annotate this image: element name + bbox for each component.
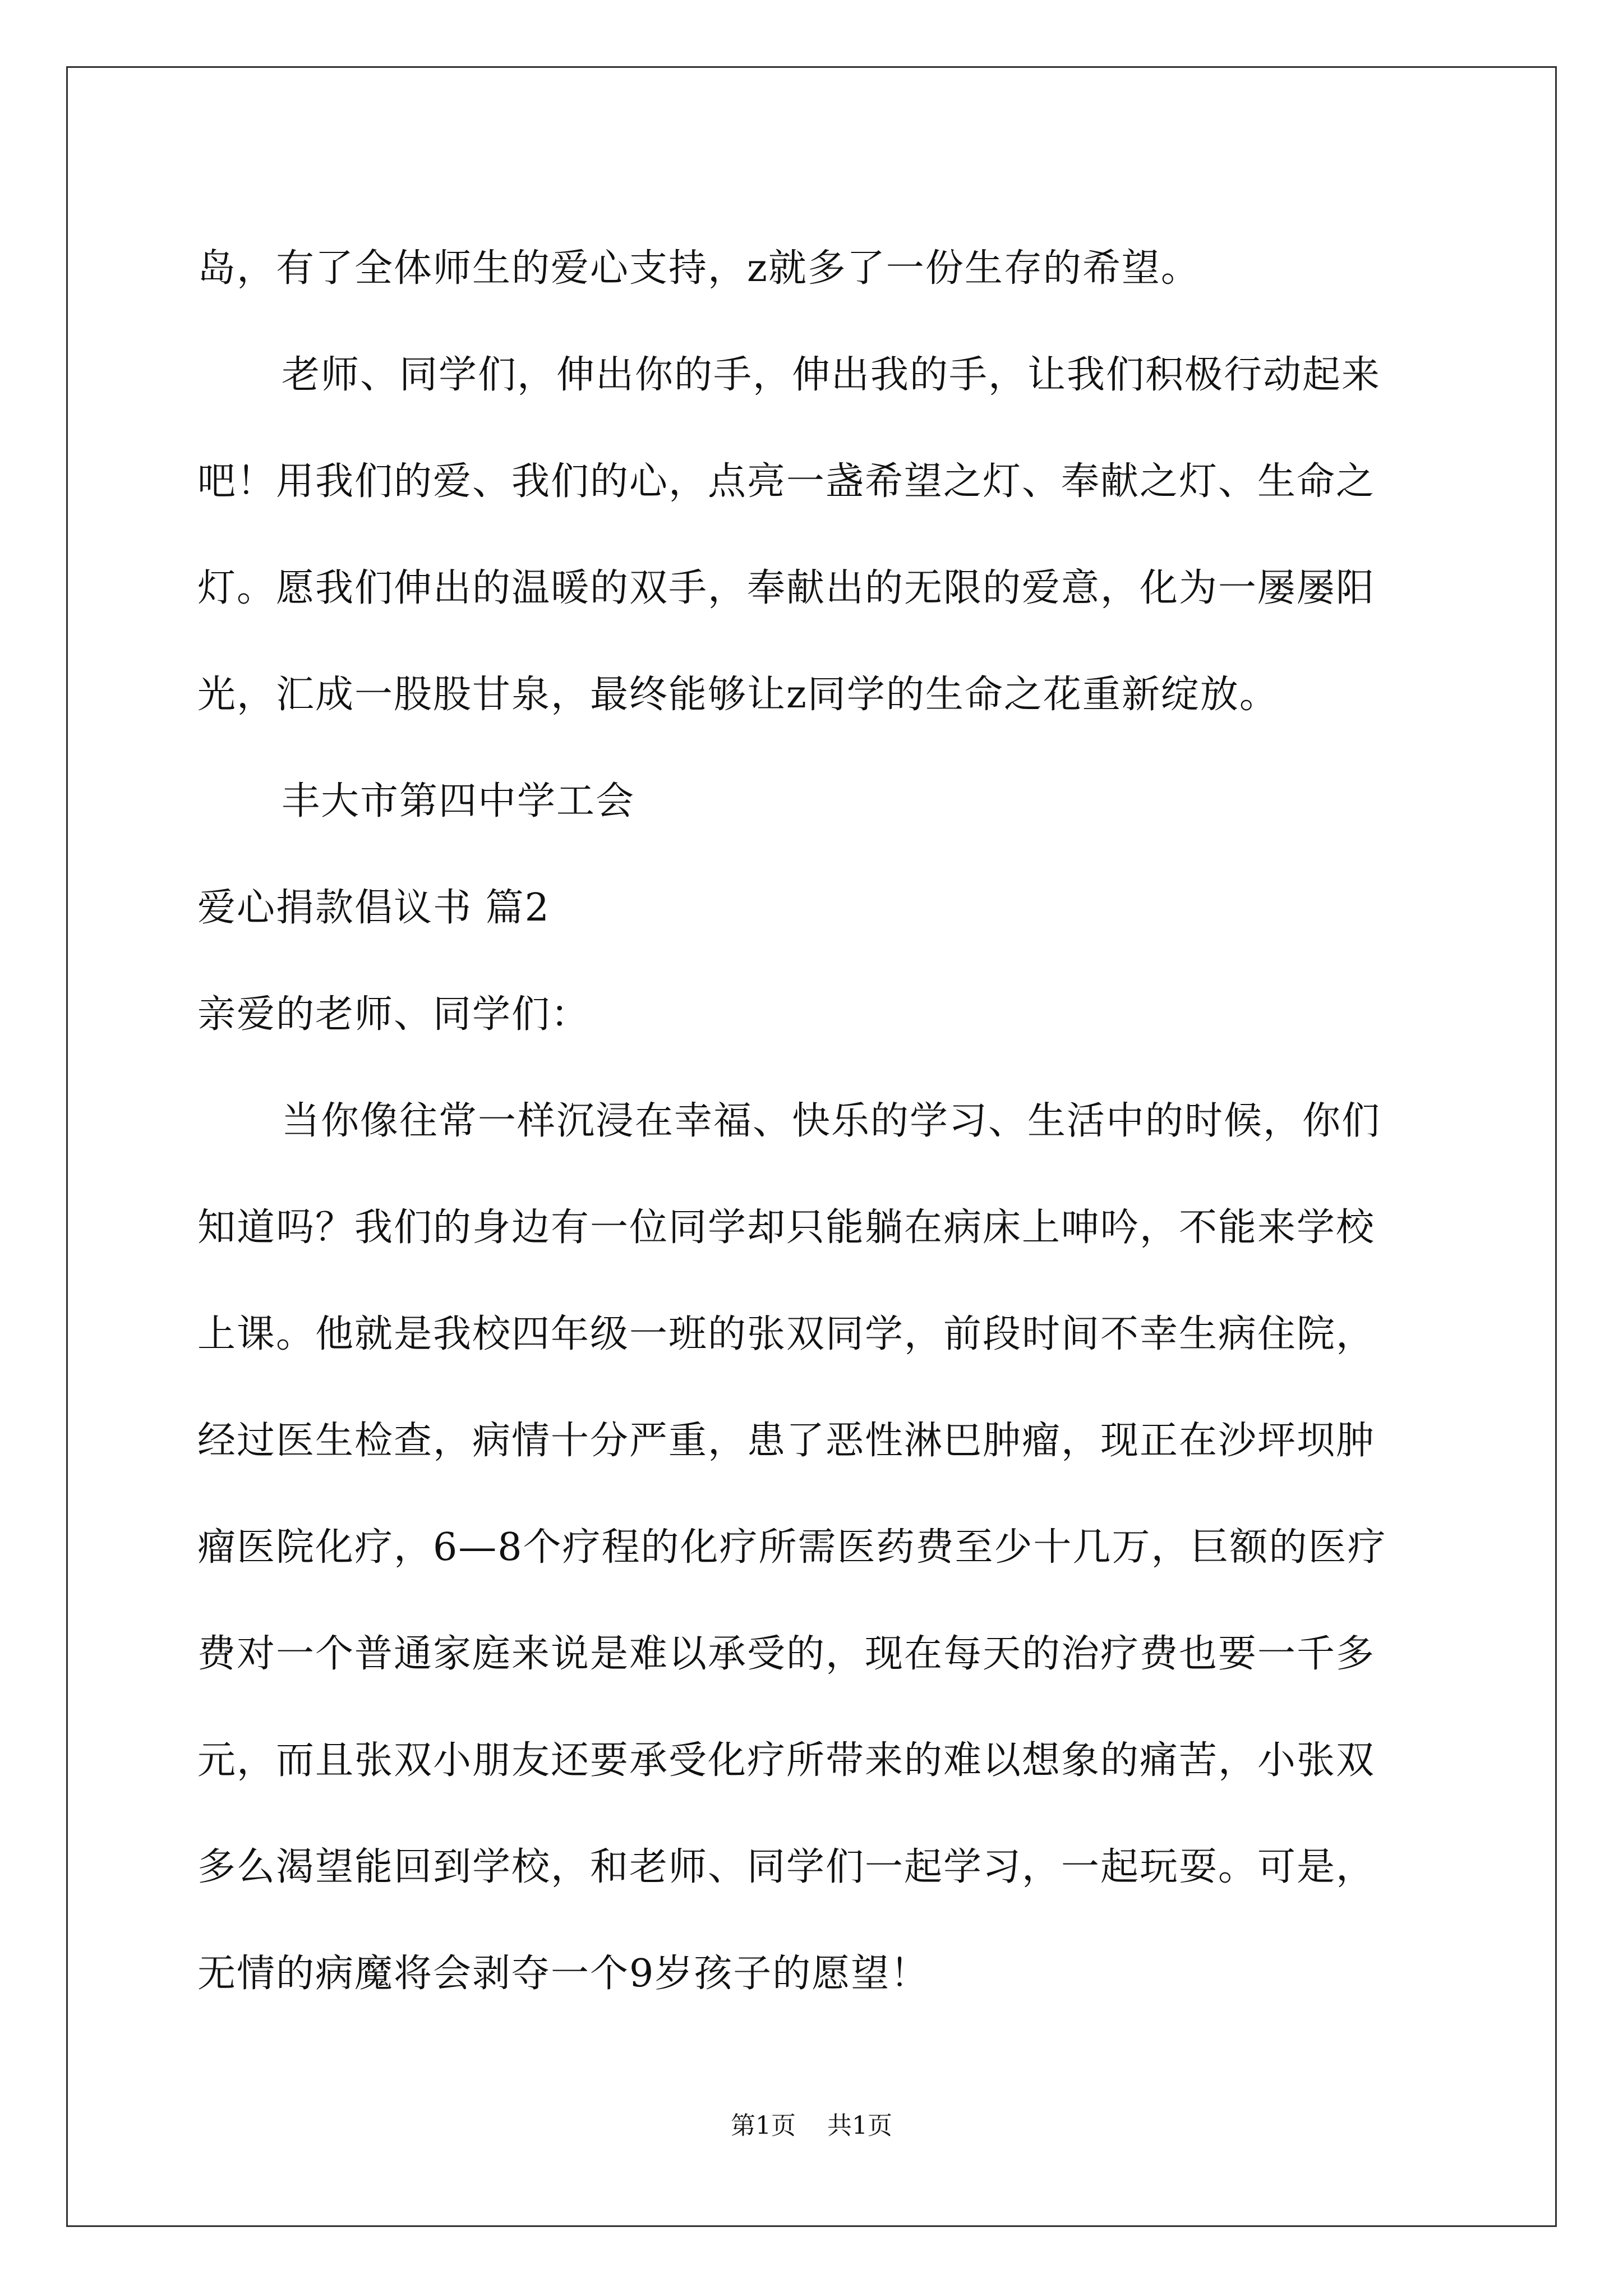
paragraph-line: 多么渴望能回到学校，和老师、同学们一起学习，一起玩耍。可是， [197, 1845, 1376, 1889]
paragraph-line: 老师、同学们，伸出你的手，伸出我的手，让我们积极行动起来 [282, 353, 1381, 397]
paragraph-line: 元，而且张双小朋友还要承受化疗所带来的难以想象的痛苦，小张双 [197, 1738, 1376, 1783]
paragraph-line: 无情的病魔将会剥夺一个9岁孩子的愿望！ [197, 1952, 930, 1996]
paragraph-line: 灯。愿我们伸出的温暖的双手，奉献出的无限的爱意，化为一屡屡阳 [197, 566, 1376, 610]
salutation: 亲爱的老师、同学们： [197, 992, 591, 1037]
paragraph-line: 知道吗？我们的身边有一位同学却只能躺在病床上呻吟，不能来学校 [197, 1205, 1376, 1250]
paragraph-line: 光，汇成一股股甘泉，最终能够让z同学的生命之花重新绽放。 [197, 673, 1279, 717]
page-number: 第1页 [731, 2111, 796, 2140]
paragraph-line: 瘤医院化疗，6—8个疗程的化疗所需医药费至少十几万，巨额的医疗 [197, 1525, 1387, 1570]
paragraph-line: 上课。他就是我校四年级一班的张双同学，前段时间不幸生病住院， [197, 1312, 1376, 1356]
document-body [197, 215, 1420, 2027]
page-total: 共1页 [827, 2111, 892, 2140]
paragraph-line: 费对一个普通家庭来说是难以承受的，现在每天的治疗费也要一千多 [197, 1632, 1376, 1676]
signature-line: 丰大市第四中学工会 [282, 779, 635, 823]
paragraph-line: 当你像往常一样沉浸在幸福、快乐的学习、生活中的时候，你们 [282, 1099, 1381, 1143]
paragraph-line: 经过医生检查，病情十分严重，患了恶性淋巴肿瘤，现正在沙坪坝肿 [197, 1419, 1376, 1463]
page-footer [0, 2109, 1623, 2143]
paragraph-line: 吧！用我们的爱、我们的心，点亮一盏希望之灯、奉献之灯、生命之 [197, 459, 1376, 504]
paragraph-line: 岛，有了全体师生的爱心支持，z就多了一份生存的希望。 [197, 246, 1200, 291]
section-heading: 爱心捐款倡议书 篇2 [197, 886, 550, 930]
